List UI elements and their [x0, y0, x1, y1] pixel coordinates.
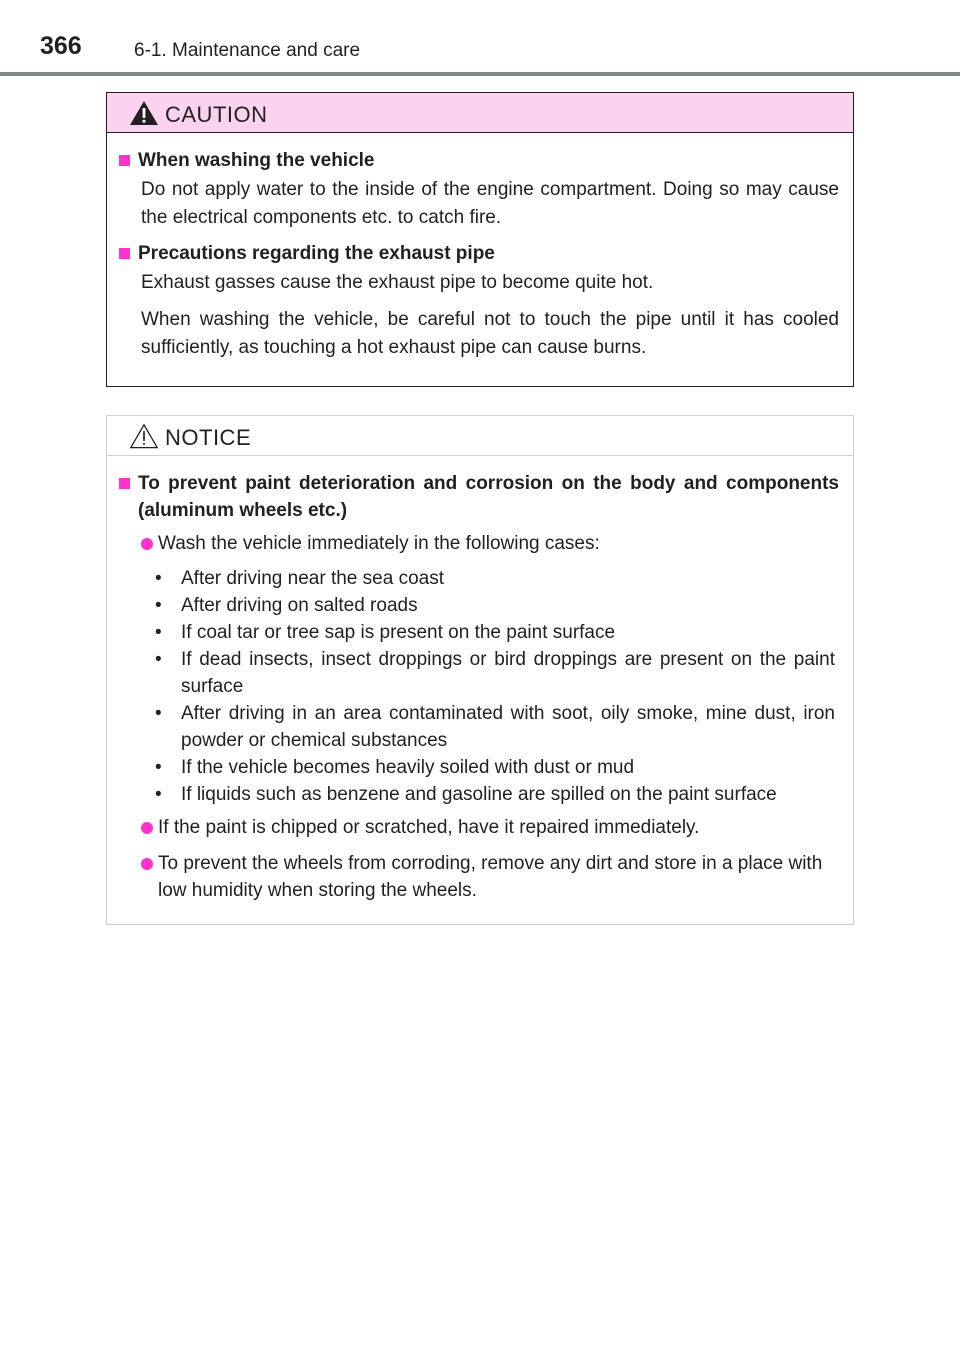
notice-item-text: Wash the vehicle immediately in the following cases: [158, 533, 600, 554]
notice-heading [117, 470, 839, 524]
notice-box [106, 415, 854, 925]
list-item: • If dead insects, insect droppings or bird droppings are present on the paint surface [155, 649, 835, 697]
caution-heading-text: Precautions regarding the exhaust pipe [138, 243, 495, 264]
caution-paragraph: When washing the vehicle, be careful not to touch the pipe until it has cooled sufficiently, as touching a hot exhaust pipe can cause burns. [141, 309, 839, 358]
square-bullet-icon [119, 248, 130, 259]
list-item: • If liquids such as benzene and gasoline are spilled on the paint surface [155, 784, 777, 805]
notice-item [141, 850, 839, 904]
circle-bullet-icon [141, 822, 153, 834]
list-item: • If coal tar or tree sap is present on the paint surface [155, 622, 616, 643]
notice-item [141, 530, 839, 557]
caution-heading-text: When washing the vehicle [138, 150, 375, 171]
circle-bullet-icon [141, 858, 153, 870]
square-bullet-icon [119, 155, 130, 166]
notice-bullet-list [155, 565, 839, 808]
section-title: 6-1. Maintenance and care [134, 40, 361, 61]
header-rule [0, 72, 960, 76]
list-item: • After driving near the sea coast [155, 568, 444, 589]
caution-box [106, 92, 854, 387]
page-number: 366 [40, 32, 82, 60]
caution-body [107, 133, 853, 362]
warning-triangle-outline-icon [129, 423, 159, 449]
warning-triangle-filled-icon [129, 100, 159, 126]
square-bullet-icon [119, 478, 130, 489]
caution-header [107, 93, 853, 133]
notice-header [107, 416, 853, 456]
notice-body [107, 456, 853, 904]
notice-item-text: To prevent the wheels from corroding, remove any dirt and store in a place with low humidity when storing the wheels. [158, 853, 823, 901]
list-item: • After driving on salted roads [155, 595, 418, 616]
list-item: • If the vehicle becomes heavily soiled with dust or mud [155, 757, 635, 778]
notice-item [141, 814, 839, 841]
notice-item-text: If the paint is chipped or scratched, have it repaired immediately. [158, 817, 700, 838]
caution-label: CAUTION [165, 102, 268, 127]
notice-label: NOTICE [165, 425, 252, 450]
caution-paragraph: Exhaust gasses cause the exhaust pipe to become quite hot. [141, 272, 654, 293]
caution-heading-washing [117, 147, 839, 174]
circle-bullet-icon [141, 538, 153, 550]
list-item: • After driving in an area contaminated with soot, oily smoke, mine dust, iron powder or chemical substances [155, 703, 835, 751]
caution-paragraph: Do not apply water to the inside of the engine compartment. Doing so may cause the electrical components etc. to catch fire. [141, 179, 839, 228]
notice-heading-text: To prevent paint deterioration and corrosion on the body and components (aluminum wheels etc.) [138, 473, 839, 521]
caution-heading-exhaust [117, 240, 839, 267]
